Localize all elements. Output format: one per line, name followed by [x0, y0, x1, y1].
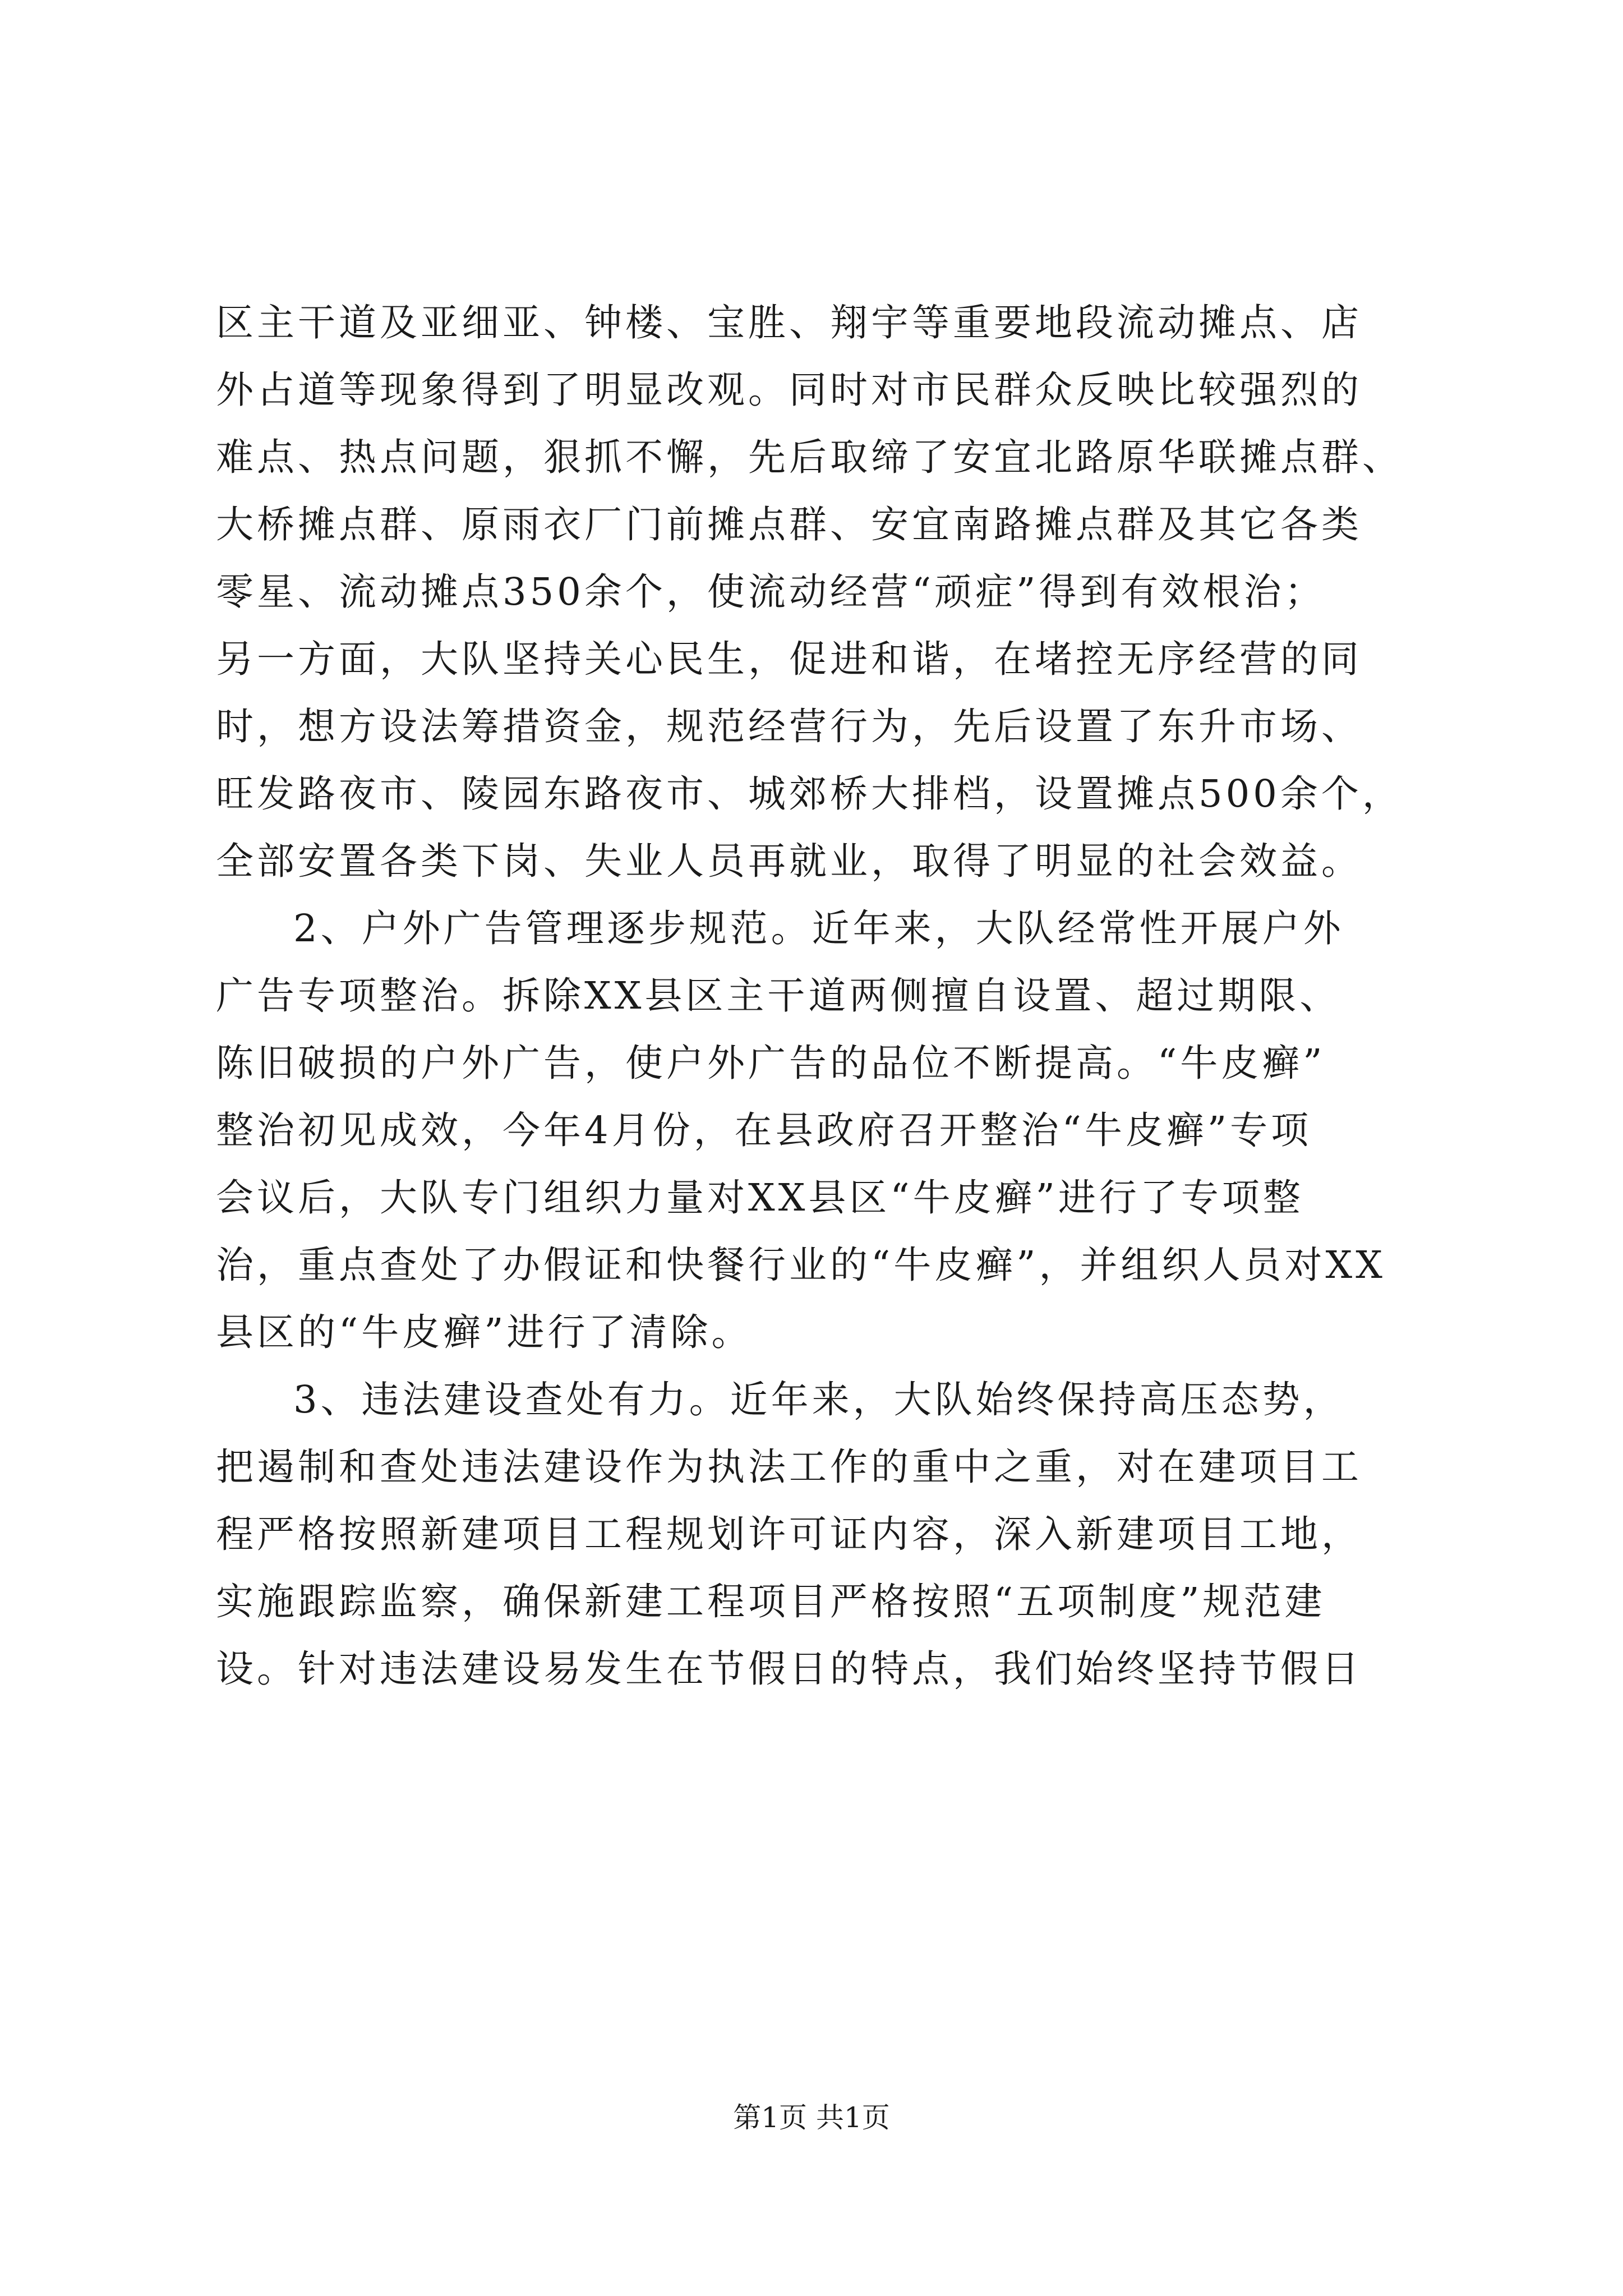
text-line: 区主干道及亚细亚、钟楼、宝胜、翔宇等重要地段流动摊点、店	[216, 301, 1362, 344]
text-line: 整治初见成效，今年4月份，在县政府召开整治“牛皮癣”专项	[216, 1108, 1312, 1152]
text-line: 2、户外广告管理逐步规范。近年来，大队经常性开展户外	[293, 907, 1344, 950]
text-line: 难点、热点问题，狠抓不懈，先后取缔了安宜北路原华联摊点群、	[216, 435, 1403, 479]
text-line: 外占道等现象得到了明显改观。同时对市民群众反映比较强烈的	[216, 368, 1362, 412]
text-line: 县区的“牛皮癣”进行了清除。	[216, 1310, 753, 1354]
text-line: 把遏制和查处违法建设作为执法工作的重中之重，对在建项目工	[216, 1445, 1362, 1489]
text-line: 设。针对违法建设易发生在节假日的特点，我们始终坚持节假日	[216, 1647, 1362, 1691]
text-line: 大桥摊点群、原雨衣厂门前摊点群、安宜南路摊点群及其它各类	[216, 503, 1362, 546]
text-line: 时，想方设法筹措资金，规范经营行为，先后设置了东升市场、	[216, 705, 1362, 748]
text-line: 零星、流动摊点350余个，使流动经营“顽症”得到有效根治；	[216, 570, 1326, 614]
text-line: 会议后，大队专门组织力量对XX县区“牛皮癣”进行了专项整	[216, 1176, 1304, 1220]
text-line: 程严格按照新建项目工程规划许可证内容，深入新建项目工地，	[216, 1512, 1362, 1556]
text-line: 3、违法建设查处有力。近年来，大队始终保持高压态势，	[293, 1378, 1344, 1421]
text-line: 旺发路夜市、陵园东路夜市、城郊桥大排档，设置摊点500余个，	[216, 772, 1403, 816]
text-line: 全部安置各类下岗、失业人员再就业，取得了明显的社会效益。	[216, 839, 1362, 883]
document-body	[216, 289, 1450, 1703]
text-line: 陈旧破损的户外广告，使户外广告的品位不断提高。“牛皮癣”	[216, 1041, 1326, 1085]
text-line: 另一方面，大队坚持关心民生，促进和谐，在堵控无序经营的同	[216, 637, 1362, 681]
text-line: 广告专项整治。拆除XX县区主干道两侧擅自设置、超过期限、	[216, 974, 1341, 1018]
text-line: 治，重点查处了办假证和快餐行业的“牛皮癣”，并组织人员对XX	[216, 1243, 1386, 1287]
page-footer: 第1页 共1页	[733, 2101, 890, 2134]
text-line: 实施跟踪监察，确保新建工程项目严格按照“五项制度”规范建	[216, 1580, 1326, 1623]
